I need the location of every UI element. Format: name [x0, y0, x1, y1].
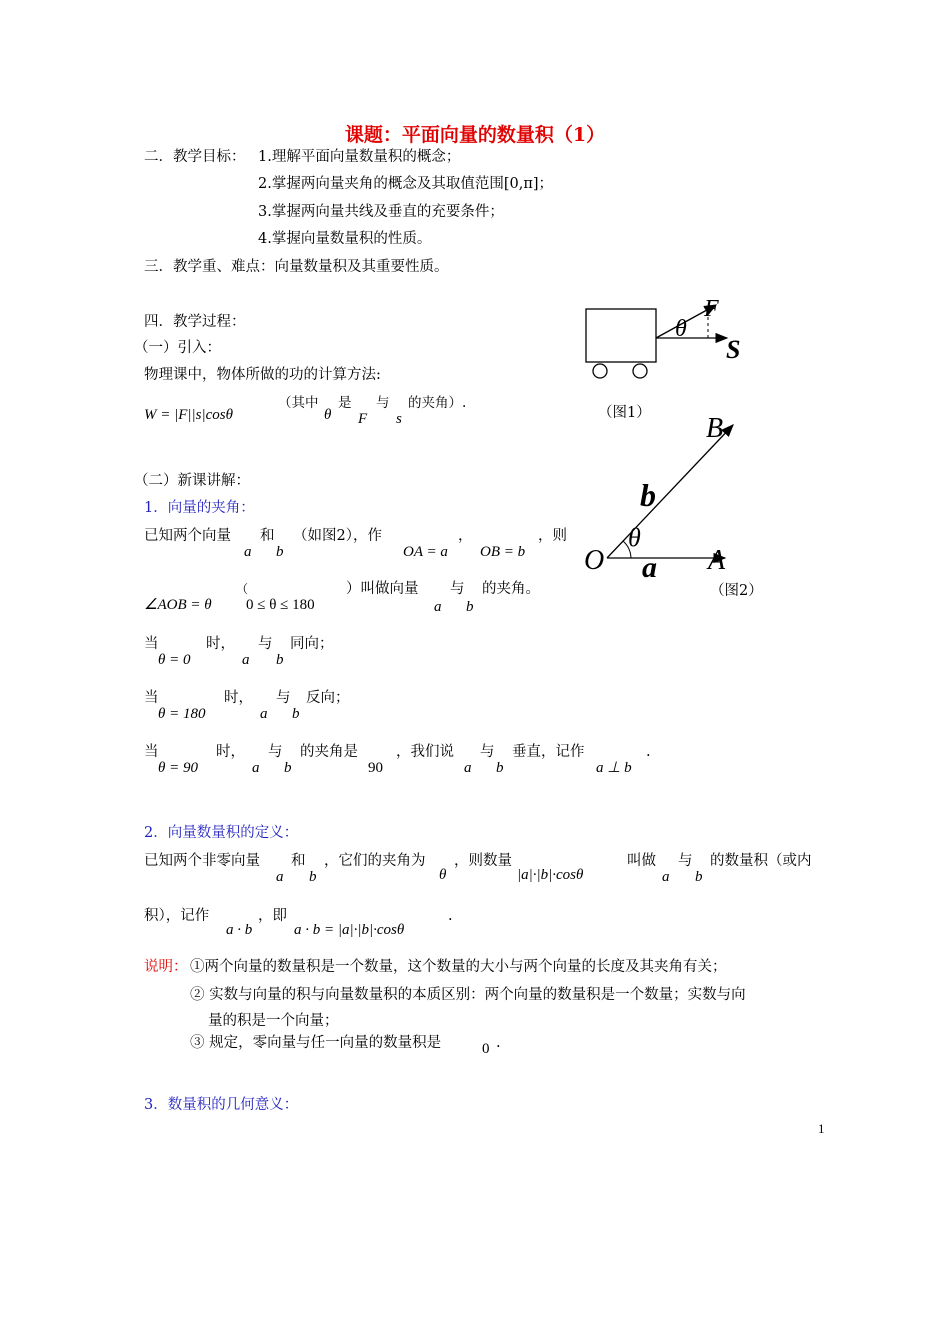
- vector-b: b: [466, 599, 474, 615]
- section-3-heading: 3．数量积的几何意义：: [144, 1097, 299, 1113]
- fig2-label-b: b: [640, 477, 656, 513]
- vector-b: b: [695, 869, 703, 885]
- fig2-label-O: O: [584, 545, 605, 576]
- text: ，则数量: [454, 853, 512, 869]
- intro-heading: （一）引入：: [134, 340, 221, 356]
- goal-item: 1.理解平面向量数量积的概念；: [258, 149, 461, 165]
- text: （: [236, 582, 249, 596]
- intro-note: 是: [338, 395, 352, 411]
- text: 时，: [216, 744, 245, 760]
- text: 已知两个非零向量: [144, 853, 260, 869]
- vector-b: b: [309, 869, 317, 885]
- dot-product-notation: a · b: [226, 922, 253, 938]
- note-2: ② 实数与向量的积与向量数量积的本质区别：两个向量的数量积是一个数量；实数与向: [190, 987, 746, 1003]
- force-symbol: F: [358, 411, 368, 427]
- text: 与: [450, 581, 465, 597]
- text: 当: [144, 636, 159, 652]
- vector-a: a: [260, 706, 268, 722]
- text: 与: [268, 744, 283, 760]
- fig1-label-F: F: [704, 296, 719, 322]
- vector-a: a: [244, 544, 252, 560]
- vector-b: b: [276, 544, 284, 560]
- goal-item: 2.掌握两向量夹角的概念及其取值范围[0,π]；: [258, 176, 554, 192]
- text: ，我们说: [396, 744, 454, 760]
- intro-note: 的夹角）.: [408, 395, 467, 411]
- text: 反向；: [306, 690, 350, 706]
- fig2-label-a: a: [642, 551, 657, 584]
- product-expr: |a|·|b|·cosθ: [517, 867, 584, 883]
- note-1: ①两个向量的数量积是一个数量，这个数量的大小与两个向量的长度及其夹角有关；: [190, 959, 727, 975]
- text: ，它们的夹角为: [324, 853, 426, 869]
- goal-item: 4.掌握向量数量积的性质。: [258, 231, 432, 247]
- text: （如图2），作: [293, 528, 382, 544]
- page-number: 1: [818, 1121, 825, 1136]
- text: 同向；: [290, 636, 334, 652]
- vector-a: a: [252, 760, 260, 776]
- fig2-label-A: A: [708, 545, 726, 576]
- vector-OB-arrow: [607, 425, 733, 558]
- fig1-label-S: S: [726, 335, 741, 364]
- section-2-heading: 2．向量数量积的定义：: [144, 825, 299, 841]
- text: 与: [258, 636, 273, 652]
- fig2-caption: （图2）: [710, 583, 763, 599]
- perpendicular-notation: a ⊥ b: [596, 760, 632, 776]
- ninety-value: 90: [368, 760, 383, 776]
- text: ）叫做向量: [346, 581, 419, 597]
- vector-a: a: [434, 599, 442, 615]
- wheel-shape: [593, 364, 607, 378]
- vector-b: b: [284, 760, 292, 776]
- box-shape: [586, 309, 656, 362]
- text: ，即: [258, 908, 287, 924]
- theta-symbol: θ: [324, 407, 332, 423]
- fig2-label-B: B: [706, 413, 724, 444]
- text: .: [448, 908, 453, 924]
- zero-value: 0: [482, 1041, 490, 1057]
- text: 和: [260, 528, 275, 544]
- text: ，: [458, 528, 473, 544]
- text: 时，: [224, 690, 253, 706]
- fig1-label-theta: θ: [675, 316, 687, 342]
- vector-b: b: [496, 760, 504, 776]
- condition-expr: θ = 180: [158, 706, 206, 722]
- text: 当: [144, 744, 159, 760]
- text: 的夹角是: [300, 744, 358, 760]
- work-formula: W = |F||s|cosθ: [144, 407, 233, 423]
- text: ，则: [538, 528, 567, 544]
- theta-symbol: θ: [439, 867, 447, 883]
- note-2-continued: 量的积是一个向量；: [208, 1013, 339, 1029]
- intro-line: 物理课中，物体所做的功的计算方法:: [144, 367, 381, 383]
- notes-label: 说明：: [144, 959, 188, 975]
- intro-note: 与: [376, 395, 390, 411]
- text: 当: [144, 690, 159, 706]
- vector-a: a: [464, 760, 472, 776]
- text: 和: [291, 853, 306, 869]
- figure-2: [585, 420, 755, 580]
- vector-a: a: [242, 652, 250, 668]
- text: 时，: [206, 636, 235, 652]
- new-lesson-heading: （二）新课讲解：: [134, 473, 250, 489]
- process-heading: 四．教学过程：: [144, 314, 246, 330]
- condition-expr: θ = 0: [158, 652, 191, 668]
- text: 与: [276, 690, 291, 706]
- text: 的夹角。: [482, 581, 540, 597]
- fig2-label-theta: θ: [628, 523, 641, 552]
- OB-expr: OB = b: [480, 544, 526, 560]
- vector-a: a: [662, 869, 670, 885]
- text: .: [646, 744, 651, 760]
- OA-expr: OA = a: [403, 544, 448, 560]
- key-points: 三．教学重、难点：向量数量积及其重要性质。: [144, 259, 449, 275]
- angle-expr: ∠AOB = θ: [144, 597, 212, 613]
- section-1-heading: 1．向量的夹角：: [144, 500, 255, 516]
- text: 的数量积（或内: [710, 853, 812, 869]
- goal-item: 3.掌握两向量共线及垂直的充要条件；: [258, 204, 504, 220]
- range-expr: 0 ≤ θ ≤ 180: [246, 597, 315, 613]
- fig1-caption: （图1）: [598, 405, 651, 421]
- text: 积），记作: [144, 908, 210, 924]
- text: 与: [678, 853, 693, 869]
- text: 与: [480, 744, 495, 760]
- goals-label: 二．教学目标：: [144, 149, 246, 165]
- displacement-symbol: s: [396, 411, 402, 427]
- note-3: ③ 规定，零向量与任一向量的数量积是: [190, 1035, 442, 1051]
- intro-note: （其中: [278, 395, 319, 411]
- text: .: [496, 1035, 501, 1051]
- wheel-shape: [633, 364, 647, 378]
- page-title: 课题：平面向量的数量积（1）: [344, 124, 606, 146]
- text: 叫做: [627, 853, 656, 869]
- condition-expr: θ = 90: [158, 760, 198, 776]
- text: 垂直，记作: [512, 744, 585, 760]
- vector-a: a: [276, 869, 284, 885]
- text: 已知两个向量: [144, 528, 231, 544]
- dot-product-formula: a · b = |a|·|b|·cosθ: [294, 922, 405, 938]
- vector-b: b: [276, 652, 284, 668]
- vector-b: b: [292, 706, 300, 722]
